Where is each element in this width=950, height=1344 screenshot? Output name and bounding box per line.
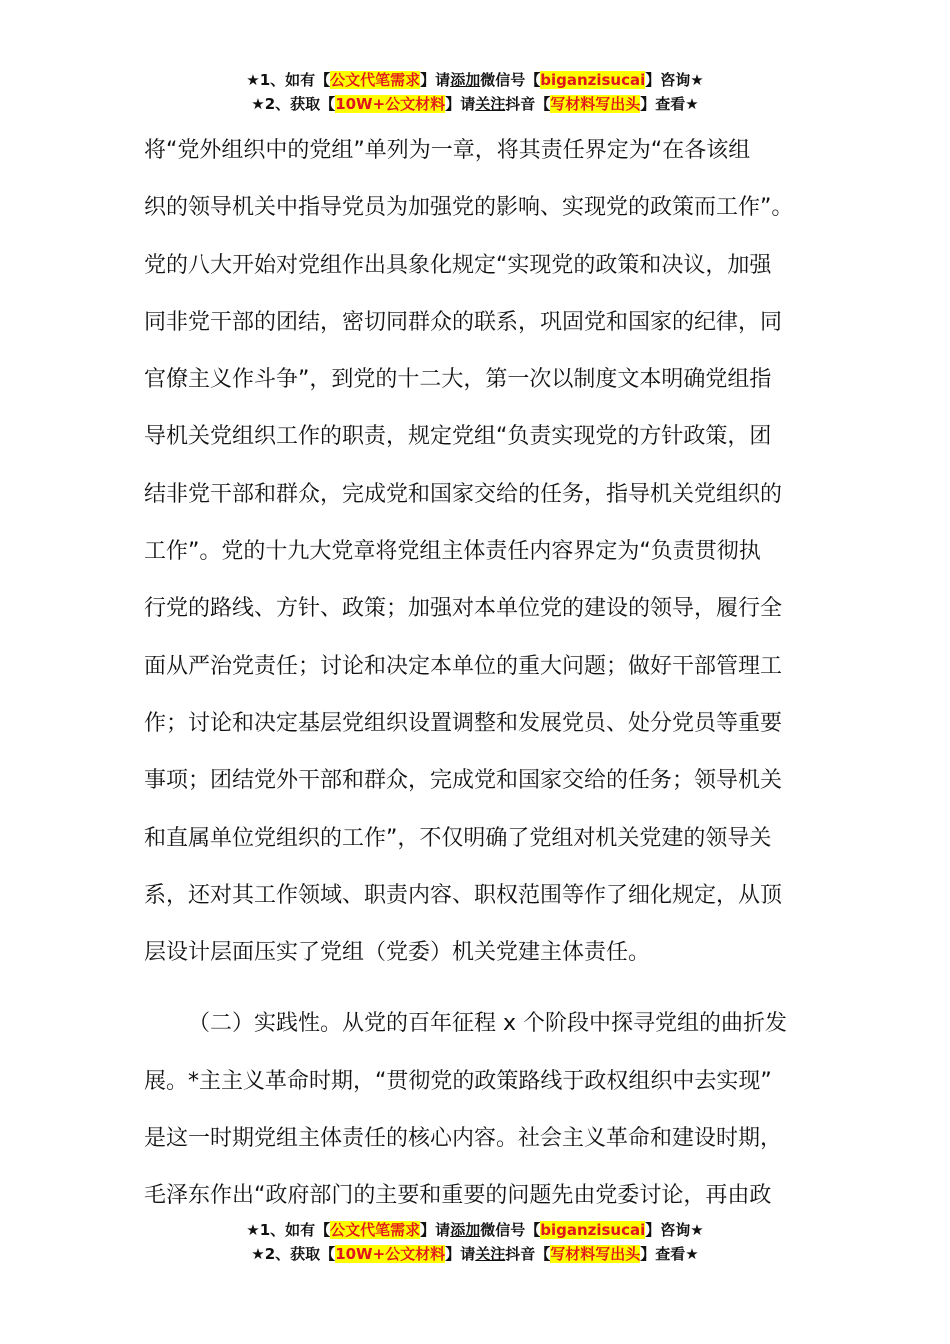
paragraph-line: 毛泽东作出“政府部门的主要和重要的问题先由党委讨论，再由政 bbox=[144, 1183, 772, 1209]
header-line-2-text-2: 抖音【 bbox=[505, 95, 551, 113]
footer-line-1-prefix: ★1、如有【 bbox=[246, 1221, 331, 1239]
header-highlight-service: 公文代笔需求 bbox=[330, 71, 421, 89]
paragraph-line: 层设计层面压实了党组（党委）机关党建主体责任。 bbox=[144, 940, 651, 966]
header-line-1 bbox=[0, 68, 950, 92]
paragraph-line: 织的领导机关中指导党员为加强党的影响、实现党的政策而工作”。 bbox=[144, 195, 794, 221]
header-line-1-text-2: 微信号【 bbox=[480, 71, 541, 89]
footer-line-2-emphasis: 关注 bbox=[475, 1245, 506, 1263]
paragraph-line: 系，还对其工作领域、职责内容、职权范围等作了细化规定，从顶 bbox=[144, 882, 783, 908]
footer-line-2-suffix: 】查看★ bbox=[640, 1245, 699, 1263]
paragraph-line: 和直属单位党组织的工作”，不仅明确了党组对机关党建的领导关 bbox=[144, 825, 772, 851]
paragraph-line: 党的八大开始对党组作出具象化规定“实现党的政策和决议，加强 bbox=[144, 252, 772, 278]
footer-banner bbox=[0, 1218, 950, 1266]
header-line-1-suffix: 】咨询★ bbox=[645, 71, 704, 89]
document-body bbox=[144, 122, 819, 1225]
paragraph-line: 导机关党组织工作的职责，规定党组“负责实现党的方针政策，团 bbox=[144, 424, 772, 450]
paragraph-line: 作；讨论和决定基层党组织设置调整和发展党员、处分党员等重要 bbox=[144, 710, 783, 736]
paragraph-line: 是这一时期党组主体责任的核心内容。社会主义革命和建设时期， bbox=[144, 1126, 783, 1152]
footer-highlight-douyin: 写材料写出头 bbox=[550, 1245, 641, 1263]
header-banner bbox=[0, 68, 950, 116]
paragraph-line: 行党的路线、方针、政策；加强对本单位党的建设的领导，履行全 bbox=[144, 596, 783, 622]
footer-highlight-materials: 10W+公文材料 bbox=[335, 1245, 446, 1263]
footer-line-1-emphasis: 添加 bbox=[450, 1221, 481, 1239]
footer-line-2-text-2: 抖音【 bbox=[505, 1245, 551, 1263]
paragraph-line: 事项；团结党外干部和群众，完成党和国家交给的任务；领导机关 bbox=[144, 768, 783, 794]
header-line-1-text: 】请 bbox=[420, 71, 451, 89]
footer-highlight-wechat: biganzisucai bbox=[540, 1221, 646, 1239]
header-highlight-wechat: biganzisucai bbox=[540, 71, 646, 89]
header-line-2-suffix: 】查看★ bbox=[640, 95, 699, 113]
footer-line-2-text: 】请 bbox=[445, 1245, 476, 1263]
footer-line-1 bbox=[0, 1218, 950, 1242]
paragraph-line: 结非党干部和群众，完成党和国家交给的任务，指导机关党组织的 bbox=[144, 481, 783, 507]
paragraph-1 bbox=[144, 122, 819, 981]
footer-line-1-text: 】请 bbox=[420, 1221, 451, 1239]
header-line-1-prefix: ★1、如有【 bbox=[246, 71, 331, 89]
paragraph-line: 面从严治党责任；讨论和决定本单位的重大问题；做好干部管理工 bbox=[144, 653, 783, 679]
paragraph-2 bbox=[144, 995, 819, 1224]
paragraph-line: 官僚主义作斗争”，到党的十二大，第一次以制度文本明确党组指 bbox=[144, 367, 772, 393]
header-highlight-douyin: 写材料写出头 bbox=[550, 95, 641, 113]
header-line-2-text: 】请 bbox=[445, 95, 476, 113]
paragraph-spacer bbox=[144, 981, 819, 995]
header-line-2-prefix: ★2、获取【 bbox=[251, 95, 336, 113]
paragraph-line: （二）实践性。从党的百年征程 x 个阶段中探寻党组的曲折发 bbox=[188, 1011, 788, 1037]
footer-highlight-service: 公文代笔需求 bbox=[330, 1221, 421, 1239]
paragraph-line: 同非党干部的团结，密切同群众的联系，巩固党和国家的纪律，同 bbox=[144, 309, 783, 335]
footer-line-2-prefix: ★2、获取【 bbox=[251, 1245, 336, 1263]
header-line-2-emphasis: 关注 bbox=[475, 95, 506, 113]
footer-line-1-suffix: 】咨询★ bbox=[645, 1221, 704, 1239]
footer-line-1-text-2: 微信号【 bbox=[480, 1221, 541, 1239]
paragraph-line: 将“党外组织中的党组”单列为一章，将其责任界定为“在各该组 bbox=[144, 138, 751, 163]
header-line-1-emphasis: 添加 bbox=[450, 71, 481, 89]
header-highlight-materials: 10W+公文材料 bbox=[335, 95, 446, 113]
footer-line-2 bbox=[0, 1242, 950, 1266]
header-line-2 bbox=[0, 92, 950, 116]
paragraph-line: 展。*主主义革命时期，“贯彻党的政策路线于政权组织中去实现” bbox=[144, 1068, 772, 1094]
paragraph-line: 工作”。党的十九大党章将党组主体责任内容界定为“负责贯彻执 bbox=[144, 539, 761, 565]
